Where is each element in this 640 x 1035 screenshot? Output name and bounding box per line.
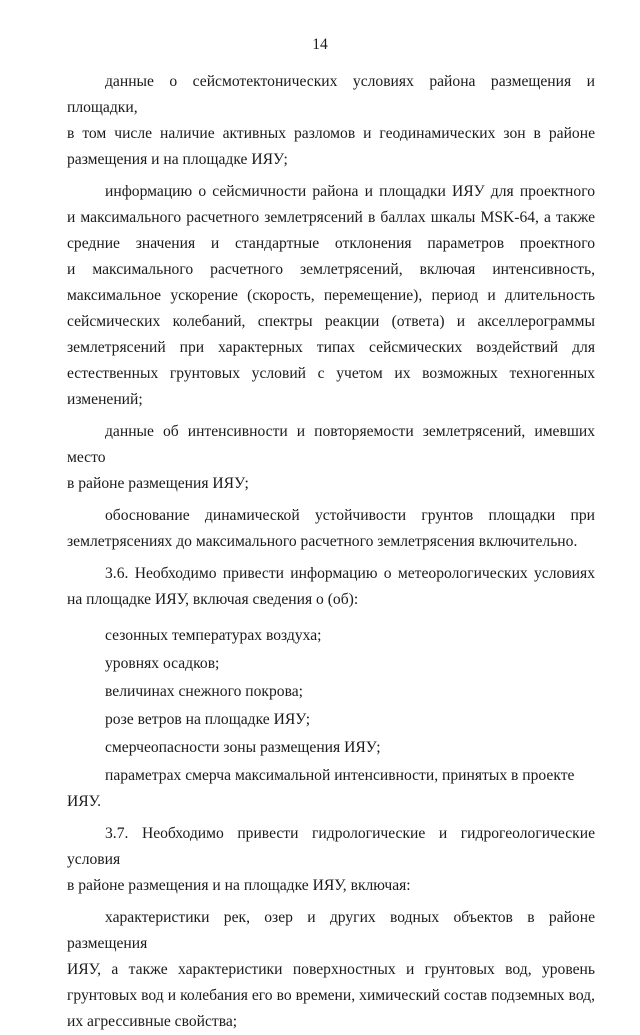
paragraph-intensity (67, 419, 595, 497)
paragraph-seismotectonic (67, 69, 595, 173)
text-line: 3.7. Необходимо привести гидрологические и гидрогеологические условия (67, 825, 595, 868)
text-line: средние значения и стандартные отклонения параметров проектного (67, 235, 595, 252)
list-item: параметрах смерча максимальной интенсивности, принятых в проекте ИЯУ. (67, 767, 575, 810)
text-line: и максимального расчетного землетрясений, включая интенсивность, (67, 261, 595, 278)
text-line: их агрессивные свойства; (67, 1013, 238, 1030)
paragraph-seismicity (67, 179, 595, 413)
text-line: грунтовых вод и колебания его во времени, химический состав подземных вод, (67, 987, 595, 1004)
text-line: данные о сейсмотектонических условиях района размещения и площадки, (67, 73, 595, 116)
list-item: уровнях осадков; (105, 655, 220, 672)
text-line: 3.6. Необходимо привести информацию о метеорологических условиях (105, 565, 595, 582)
text-line: сейсмических колебаний, спектры реакции (ответа) и акселлерограммы (67, 313, 595, 330)
text-line: изменений; (67, 391, 143, 408)
text-line: обоснование динамической устойчивости грунтов площадки при (105, 507, 595, 524)
text-line: характеристики рек, озер и других водных объектов в районе размещения (67, 909, 595, 952)
text-line: размещения и на площадке ИЯУ; (67, 151, 288, 168)
text-line: в районе размещения ИЯУ; (67, 475, 249, 492)
list-item: сезонных температурах воздуха; (105, 627, 322, 644)
text-line: максимальное ускорение (скорость, перемещение), период и длительность (67, 287, 595, 304)
paragraph-section-3-6 (67, 561, 595, 613)
text-line: землетрясений при характерных типах сейсмических воздействий для (67, 339, 595, 356)
text-line: на площадке ИЯУ, включая сведения о (об): (67, 591, 359, 608)
meteorological-list (67, 623, 595, 815)
text-line: ИЯУ, а также характеристики поверхностных и грунтовых вод, уровень (67, 961, 595, 978)
paragraph-ground-stability (67, 503, 595, 555)
page-number: 14 (312, 36, 328, 53)
text-line: в районе размещения и на площадке ИЯУ, включая: (67, 877, 411, 894)
list-item: смерчеопасности зоны размещения ИЯУ; (105, 739, 381, 756)
text-line: данные об интенсивности и повторяемости землетрясений, имевших место (67, 423, 595, 466)
text-line: в том числе наличие активных разломов и геодинамических зон в районе (67, 125, 595, 142)
list-item: величинах снежного покрова; (105, 683, 303, 700)
list-item: розе ветров на площадке ИЯУ; (105, 711, 311, 728)
paragraph-water-bodies (67, 905, 595, 1035)
text-line: и максимального расчетного землетрясений в баллах шкалы MSK-64, а также (67, 209, 595, 226)
text-line: естественных грунтовых условий с учетом их возможных техногенных (67, 365, 595, 382)
document-body (67, 69, 595, 1035)
text-line: информацию о сейсмичности района и площадки ИЯУ для проектного (105, 183, 595, 200)
text-line: землетрясениях до максимального расчетного землетрясения включительно. (67, 533, 578, 550)
paragraph-section-3-7 (67, 821, 595, 899)
